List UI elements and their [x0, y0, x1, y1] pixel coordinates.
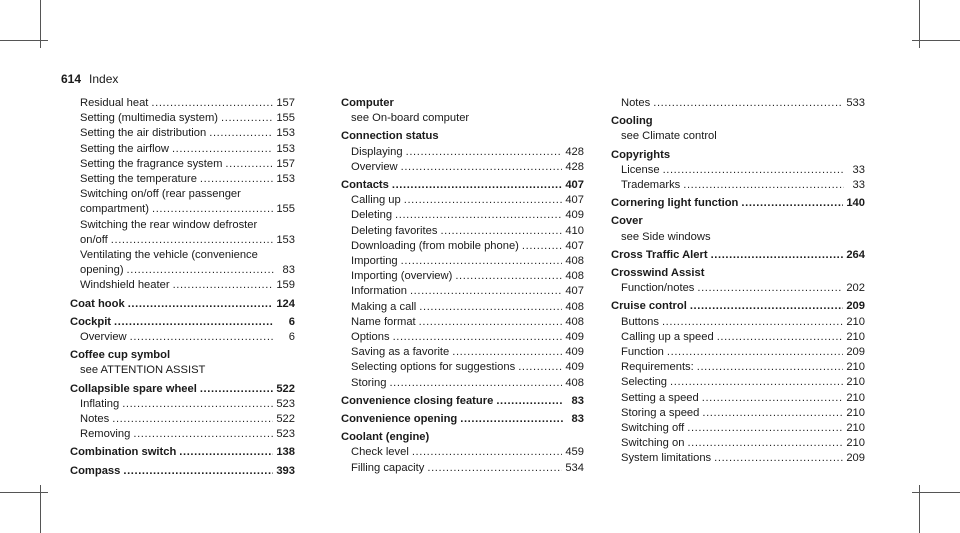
dot-leader	[114, 315, 274, 330]
dot-leader	[123, 464, 273, 479]
dot-leader	[127, 263, 274, 278]
page-reference: 33	[852, 163, 865, 176]
entry-label: Cooling	[611, 115, 653, 128]
page-reference: 210	[846, 330, 865, 343]
page-reference: 408	[565, 270, 584, 283]
dot-leader	[653, 96, 843, 111]
entry-label: see ATTENTION ASSIST	[80, 364, 206, 377]
index-subentry	[611, 360, 865, 375]
index-subentry	[341, 269, 584, 284]
page-reference: 407	[565, 179, 584, 192]
index-subentry	[70, 248, 295, 263]
index-subentry	[611, 96, 865, 111]
entry-label: Setting the fragrance system	[80, 157, 223, 170]
entry-label: Convenience opening	[341, 413, 458, 426]
index-subentry	[611, 281, 865, 296]
page-reference: 409	[565, 331, 584, 344]
page-reference: 264	[846, 248, 865, 261]
page-reference: 210	[846, 406, 865, 419]
index-subentry	[341, 208, 584, 223]
index-column-2	[341, 96, 584, 476]
page-reference: 6	[288, 315, 295, 328]
index-subentry	[70, 412, 295, 427]
index-entry	[70, 315, 295, 330]
entry-label: Importing	[351, 255, 398, 268]
index-subentry	[70, 278, 295, 293]
dot-leader	[687, 436, 843, 451]
entry-label: Convenience closing feature	[341, 394, 494, 407]
index-subentry	[70, 187, 295, 202]
index-subentry	[341, 445, 584, 460]
entry-label: Setting (multimedia system)	[80, 112, 219, 125]
index-subentry	[341, 345, 584, 360]
page-reference: 210	[846, 315, 865, 328]
index-column-3	[611, 96, 865, 467]
index-entry	[70, 382, 295, 397]
dot-leader	[452, 345, 562, 360]
page-reference: 155	[276, 203, 295, 216]
entry-label: Cornering light function	[611, 197, 739, 210]
entry-label: Calling up a speed	[621, 330, 714, 343]
page-reference: 155	[276, 112, 295, 125]
page-reference: 83	[571, 394, 584, 407]
index-entry	[341, 394, 584, 409]
dot-leader	[209, 126, 273, 141]
entry-label: Saving as a favorite	[351, 346, 450, 359]
page-reference: 407	[565, 285, 584, 298]
entry-label: Removing	[80, 428, 131, 441]
dot-leader	[714, 451, 843, 466]
entry-label: Notes	[621, 97, 651, 109]
dot-leader	[225, 157, 273, 172]
index-entry	[611, 148, 865, 163]
entry-label: Switching off	[621, 422, 685, 435]
page-reference: 210	[846, 422, 865, 435]
dot-leader	[200, 172, 273, 187]
entry-label: Notes	[80, 413, 110, 426]
index-subentry	[70, 142, 295, 157]
dot-leader	[670, 375, 843, 390]
page-reference: 408	[565, 376, 584, 389]
dot-leader	[518, 360, 562, 375]
index-subentry	[611, 330, 865, 345]
dot-leader	[401, 160, 563, 175]
page-reference: 428	[565, 145, 584, 158]
dot-leader	[221, 111, 273, 126]
index-subentry	[70, 233, 295, 248]
index-subentry	[341, 160, 584, 175]
dot-leader	[200, 382, 273, 397]
entry-label: Check level	[351, 446, 409, 459]
dot-leader	[111, 233, 274, 248]
index-subentry	[341, 315, 584, 330]
index-subentry	[341, 300, 584, 315]
entry-label: Selecting options for suggestions	[351, 361, 516, 374]
dot-leader	[455, 269, 562, 284]
page-reference: 157	[276, 97, 295, 109]
crop-mark	[912, 492, 960, 493]
page-reference: 210	[846, 376, 865, 389]
page-reference: 33	[852, 179, 865, 192]
dot-leader	[711, 248, 844, 263]
index-subentry	[70, 330, 295, 345]
page-reference: 153	[276, 173, 295, 186]
index-entry	[70, 348, 295, 363]
entry-label: Options	[351, 331, 390, 344]
entry-label: Setting the temperature	[80, 173, 197, 186]
page-reference: 409	[565, 346, 584, 359]
dot-leader	[401, 254, 563, 269]
entry-label: Storing a speed	[621, 406, 700, 419]
entry-label: Copyrights	[611, 148, 671, 161]
index-subentry	[70, 126, 295, 141]
dot-leader	[697, 360, 844, 375]
page-reference: 83	[282, 264, 295, 277]
entry-label: Switching the rear window defroster	[80, 218, 258, 231]
index-entry	[341, 178, 584, 193]
dot-leader	[130, 330, 274, 345]
entry-label: Importing (overview)	[351, 270, 453, 283]
entry-label: Filling capacity	[351, 461, 425, 474]
dot-leader	[427, 461, 562, 476]
index-subentry	[341, 461, 584, 476]
index-entry	[341, 412, 584, 427]
index-entry	[70, 297, 295, 312]
index-subentry	[341, 360, 584, 375]
page-reference: 533	[846, 97, 865, 109]
dot-leader	[419, 300, 562, 315]
page-reference: 210	[846, 437, 865, 450]
entry-label: Name format	[351, 315, 416, 328]
entry-label: Residual heat	[80, 97, 149, 109]
dot-leader	[663, 163, 844, 178]
index-subentry	[611, 406, 865, 421]
entry-label: Buttons	[621, 315, 659, 328]
entry-label: Switching on/off (rear passenger	[80, 188, 241, 201]
index-subentry	[611, 421, 865, 436]
page-reference: 523	[276, 428, 295, 441]
page-reference: 408	[565, 300, 584, 313]
entry-label: Coat hook	[70, 297, 125, 310]
entry-label: Downloading (from mobile phone)	[351, 239, 519, 252]
index-subentry	[341, 330, 584, 345]
entry-label: Ventilating the vehicle (convenience	[80, 249, 258, 262]
page-reference: 138	[276, 446, 295, 459]
entry-label: Computer	[341, 97, 394, 109]
index-subentry	[341, 145, 584, 160]
dot-leader	[133, 427, 273, 442]
index-subentry	[611, 451, 865, 466]
page-reference: 534	[565, 461, 584, 474]
index-subentry	[341, 193, 584, 208]
page-reference: 159	[276, 279, 295, 292]
index-subentry	[611, 375, 865, 390]
index-entry	[341, 430, 584, 445]
page-reference: 409	[565, 361, 584, 374]
index-subentry	[611, 129, 865, 144]
dot-leader	[440, 224, 562, 239]
index-subentry	[341, 284, 584, 299]
entry-label: Crosswind Assist	[611, 267, 705, 280]
entry-label: Windshield heater	[80, 279, 170, 292]
index-subentry	[341, 376, 584, 391]
dot-leader	[697, 281, 843, 296]
entry-label: Inflating	[80, 397, 120, 410]
entry-label: Setting a speed	[621, 391, 699, 404]
index-subentry	[70, 427, 295, 442]
page-header	[61, 72, 118, 86]
index-subentry	[611, 230, 865, 245]
entry-label: Contacts	[341, 179, 389, 192]
index-subentry	[611, 178, 865, 193]
entry-label: Cruise control	[611, 300, 687, 313]
dot-leader	[179, 445, 273, 460]
page-number: 614	[61, 72, 82, 86]
page-reference: 209	[846, 452, 865, 465]
crop-mark	[912, 40, 960, 41]
index-entry	[341, 96, 584, 111]
index-subentry	[611, 436, 865, 451]
index-entry	[611, 299, 865, 314]
page-reference: 209	[846, 300, 865, 313]
dot-leader	[122, 397, 273, 412]
page-reference: 210	[846, 361, 865, 374]
entry-label: Deleting	[351, 209, 393, 222]
dot-leader	[393, 330, 563, 345]
page-reference: 210	[846, 391, 865, 404]
entry-label: Storing	[351, 376, 387, 389]
index-subentry	[611, 163, 865, 178]
entry-label: Trademarks	[621, 179, 681, 192]
dot-leader	[496, 394, 563, 409]
index-subentry	[341, 111, 584, 126]
dot-leader	[419, 315, 563, 330]
entry-label: opening)	[80, 264, 124, 277]
index-subentry	[70, 397, 295, 412]
dot-leader	[395, 208, 562, 223]
entry-label: Coolant (engine)	[341, 431, 430, 444]
entry-label: see On-board computer	[351, 112, 470, 125]
page-reference: 153	[276, 233, 295, 246]
page-reference: 408	[565, 315, 584, 328]
page-title: Index	[89, 72, 119, 86]
entry-label: Combination switch	[70, 446, 177, 459]
index-subentry	[611, 345, 865, 360]
entry-label: Cover	[611, 215, 643, 228]
dot-leader	[667, 345, 843, 360]
page-reference: 408	[565, 255, 584, 268]
index-entry	[611, 114, 865, 129]
dot-leader	[690, 299, 843, 314]
page-reference: 410	[565, 224, 584, 237]
page-reference: 522	[276, 413, 295, 426]
dot-leader	[460, 412, 563, 427]
index-subentry	[341, 254, 584, 269]
index-entry	[611, 248, 865, 263]
dot-leader	[741, 196, 843, 211]
entry-label: on/off	[80, 233, 108, 246]
dot-leader	[662, 315, 843, 330]
page-reference: 202	[846, 282, 865, 295]
dot-leader	[702, 391, 844, 406]
dot-leader	[522, 239, 562, 254]
page-reference: 409	[565, 209, 584, 222]
page-reference: 407	[565, 194, 584, 207]
entry-label: Overview	[351, 160, 398, 173]
page-reference: 6	[288, 331, 295, 344]
entry-label: Collapsible spare wheel	[70, 382, 197, 395]
crop-mark	[0, 40, 48, 41]
index-subentry	[611, 391, 865, 406]
index-subentry	[611, 315, 865, 330]
index-subentry	[70, 218, 295, 233]
index-subentry	[70, 202, 295, 217]
entry-label: Compass	[70, 464, 121, 477]
index-entry	[611, 214, 865, 229]
index-entry	[70, 464, 295, 479]
index-subentry	[341, 239, 584, 254]
entry-label: Calling up	[351, 194, 401, 207]
entry-label: Setting the airflow	[80, 142, 169, 155]
page-reference: 428	[565, 160, 584, 173]
entry-label: Function/notes	[621, 282, 695, 295]
index-subentry	[70, 157, 295, 172]
dot-leader	[412, 445, 563, 460]
index-entry	[70, 445, 295, 460]
entry-label: Requirements:	[621, 361, 694, 374]
entry-label: Connection status	[341, 130, 439, 143]
page-reference: 157	[276, 157, 295, 170]
entry-label: Coffee cup symbol	[70, 349, 171, 362]
index-entry	[611, 266, 865, 281]
page-reference: 393	[276, 464, 295, 477]
entry-label: System limitations	[621, 452, 712, 465]
index-subentry	[70, 96, 295, 111]
page-reference: 522	[276, 382, 295, 395]
index-entry	[611, 196, 865, 211]
index-entry	[341, 129, 584, 144]
index-subentry	[70, 263, 295, 278]
entry-label: Setting the air distribution	[80, 127, 207, 140]
dot-leader	[717, 330, 844, 345]
index-subentry	[70, 363, 295, 378]
dot-leader	[389, 376, 562, 391]
entry-label: Cross Traffic Alert	[611, 248, 708, 261]
dot-leader	[128, 297, 274, 312]
dot-leader	[392, 178, 562, 193]
page-reference: 83	[571, 413, 584, 426]
page-reference: 459	[565, 446, 584, 459]
dot-leader	[112, 412, 273, 427]
page-reference: 124	[276, 297, 295, 310]
dot-leader	[687, 421, 843, 436]
entry-label: Making a call	[351, 300, 417, 313]
entry-label: compartment)	[80, 203, 150, 216]
page-reference: 140	[846, 197, 865, 210]
dot-leader	[152, 202, 273, 217]
dot-leader	[404, 193, 563, 208]
entry-label: see Side windows	[621, 230, 711, 243]
page-reference: 153	[276, 142, 295, 155]
index-subentry	[70, 172, 295, 187]
dot-leader	[410, 284, 562, 299]
crop-mark	[0, 492, 48, 493]
dot-leader	[702, 406, 843, 421]
index-column-1	[70, 96, 295, 479]
page-reference: 407	[565, 239, 584, 252]
entry-label: Switching on	[621, 437, 685, 450]
index-subentry	[341, 224, 584, 239]
page-reference: 153	[276, 127, 295, 140]
dot-leader	[172, 142, 273, 157]
dot-leader	[151, 96, 273, 111]
page-reference: 523	[276, 397, 295, 410]
index-subentry	[70, 111, 295, 126]
entry-label: see Climate control	[621, 130, 717, 143]
entry-label: Overview	[80, 331, 127, 344]
entry-label: Function	[621, 346, 664, 359]
entry-label: Information	[351, 285, 407, 298]
entry-label: Deleting favorites	[351, 224, 438, 237]
entry-label: Selecting	[621, 376, 668, 389]
dot-leader	[683, 178, 844, 193]
entry-label: Displaying	[351, 145, 403, 158]
page-reference: 209	[846, 346, 865, 359]
entry-label: Cockpit	[70, 315, 112, 328]
dot-leader	[406, 145, 563, 160]
entry-label: License	[621, 163, 660, 176]
dot-leader	[173, 278, 274, 293]
